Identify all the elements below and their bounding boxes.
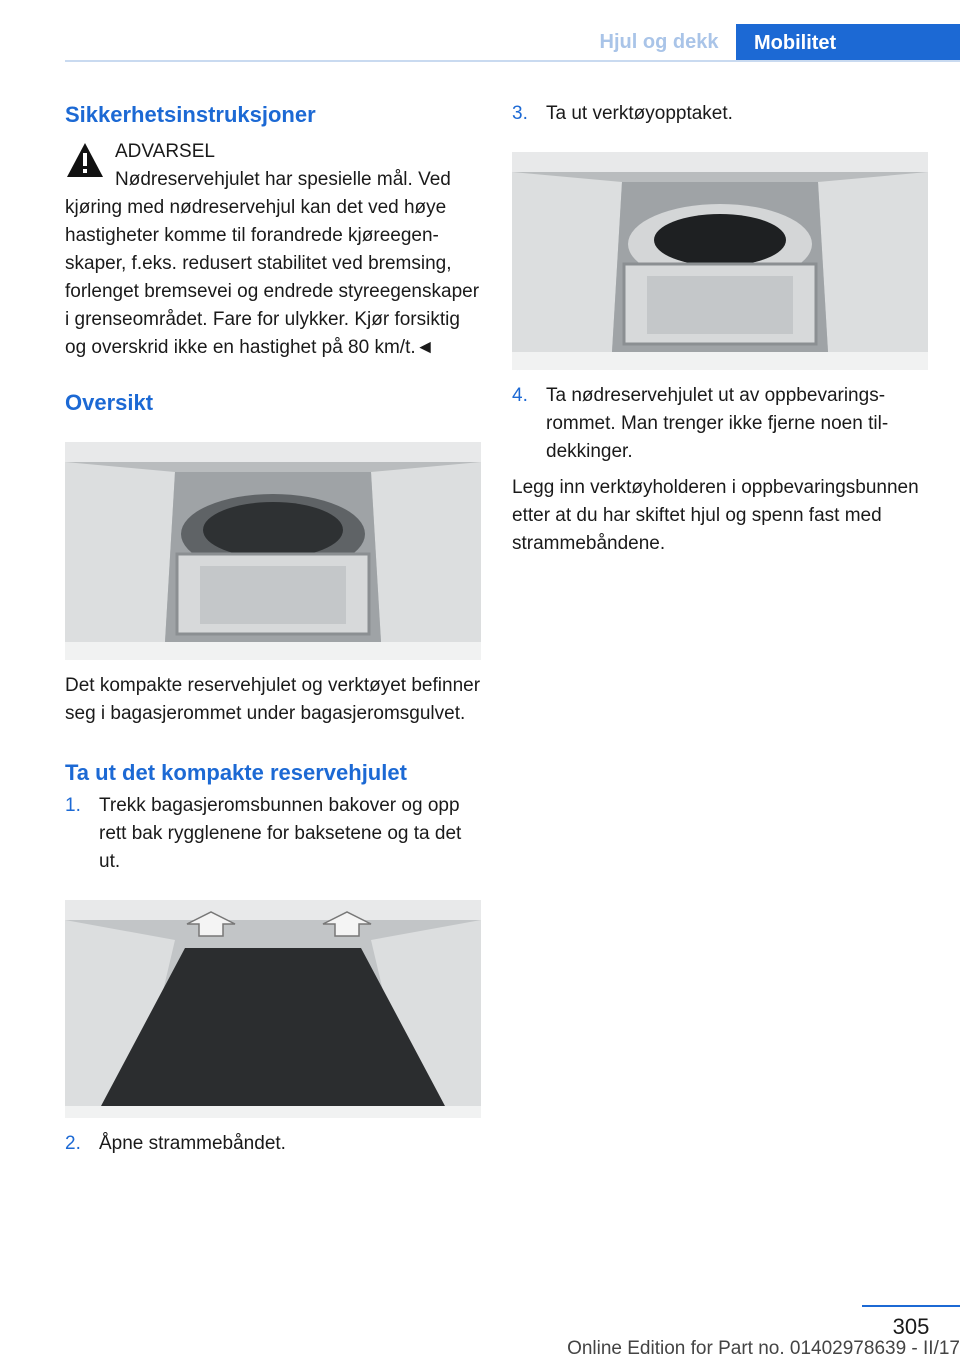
- tab-mobilitet[interactable]: Mobilitet: [736, 24, 960, 62]
- figure-trunk-overview: [65, 442, 481, 660]
- step-number: 1.: [65, 795, 81, 816]
- step-text: Ta nødreservehjulet ut av oppbevaringsrommet. Man trenger ikke fjerne noen tildekkinger.: [546, 385, 889, 462]
- section-title-safety: Sikkerhetsinstruksjoner: [65, 102, 316, 127]
- step-number: 3.: [512, 103, 528, 124]
- figure-tool-holder: [512, 152, 928, 370]
- footer-rule: [862, 1305, 960, 1307]
- list-item-step-4: [512, 382, 928, 466]
- overview-text: Det kompakte reservehjulet og verktøyet befinner seg i bagasjerommet under bagasjeromsgulvet.: [65, 675, 481, 724]
- page-number: 305: [892, 1314, 930, 1339]
- figure-trunk-floor: [65, 900, 481, 1118]
- right-column: [512, 100, 928, 558]
- header-rule: [65, 60, 960, 62]
- step-text: Ta ut verktøyopptaket.: [546, 103, 733, 124]
- edition-text: Online Edition for Part no. 01402978639 - II/17: [567, 1338, 960, 1359]
- list-item-step-3: [512, 100, 928, 128]
- warning-block: [65, 138, 481, 362]
- step-number: 2.: [65, 1133, 81, 1154]
- warning-label: ADVARSEL: [115, 141, 215, 162]
- list-item-step-2: [65, 1130, 481, 1158]
- step-text: Åpne strammebåndet.: [99, 1133, 286, 1154]
- step-text: Trekk bagasjeromsbunnen bakover og opp rett bak rygglenene for baksetene og ta det ut.: [99, 795, 462, 872]
- warning-triangle-icon: [65, 140, 105, 180]
- warning-text: Nødreservehjulet har spesielle mål. Ved kjøring med nødreservehjul kan det ved høye hastigheter komme til forandrede kjøreegenskaper, f.eks. redusert stabilitet ved bremsing, forlenget bremsevei og endrede styreegenskaper i grenseområdet. Fare for ulykker. Kjør forsiktig og overskrid ikke en hastighet på 80 km/t.◄: [65, 169, 480, 358]
- left-column: [65, 100, 481, 1158]
- list-item-step-1: [65, 792, 481, 876]
- section-title-overview: Oversikt: [65, 390, 154, 415]
- closing-text: Legg inn verktøyholderen i oppbevaringsbunnen etter at du har skiftet hjul og spenn fast med strammebåndene.: [512, 477, 919, 554]
- section-title-remove: Ta ut det kompakte reservehjulet: [65, 760, 407, 785]
- step-number: 4.: [512, 385, 528, 406]
- tab-hjul-og-dekk[interactable]: Hjul og dekk: [599, 30, 719, 53]
